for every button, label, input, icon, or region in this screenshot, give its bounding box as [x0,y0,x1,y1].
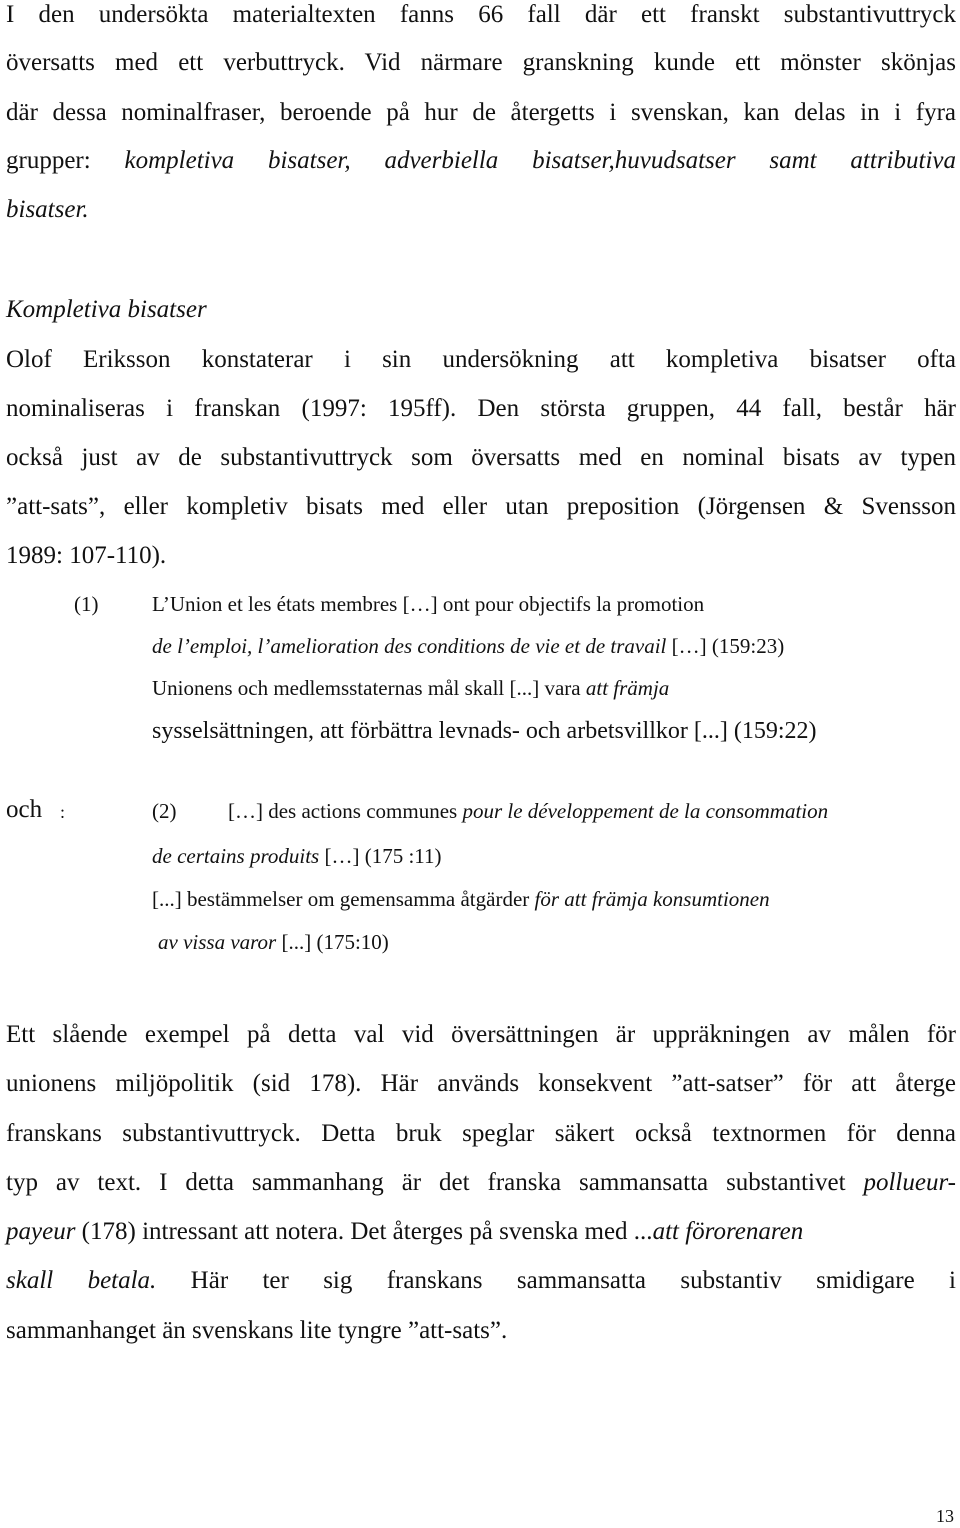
example-2-swedish-line-1-plain: [...] bestämmelser om gemensamma åtgärder [152,887,535,911]
example-1-french-line-1: L’Union et les états membres […] ont pour objectifs la promotion [152,592,705,616]
closing-line-5-plain: (178) intressant att notera. Det återges på svenska med ... [75,1218,653,1245]
example-2-swedish-line-2-ref: [...] (175:10) [276,930,389,954]
page-number: 13 [936,1506,954,1526]
intro-line-5 [6,195,89,225]
closing-line-2: unionens miljöpolitik (sid 178). Här används konsekvent ”att-satser” för att återge [6,1070,956,1097]
section-heading [6,295,207,325]
section-line-2: nominaliseras i franskan (1997: 195ff). Den största gruppen, 44 fall, består här [6,395,956,422]
example-2-french-line-1 [228,798,828,824]
example-2-french-line-2 [152,843,442,869]
closing-line-5 [6,1217,803,1247]
intro-line-4-italic: kompletiva bisatser, adverbiella bisatser,huvudsatser samt attributiva [124,147,956,174]
closing-line-3: franskans substantivuttryck. Detta bruk speglar säkert också textnormen för denna [6,1120,956,1147]
example-2-french-line-1-italic: pour le développement de la consommation [462,799,829,823]
intro-line-4-plain: grupper: [6,147,125,174]
section-line-1: Olof Eriksson konstaterar i sin undersökning att kompletiva bisatser ofta [6,346,956,373]
example-2-french-line-2-italic: de certains produits [152,844,320,868]
intro-line-1: I den undersökta materialtexten fanns 66 fall där ett franskt substantivuttryck [6,1,956,28]
closing-line-6-italic: skall betala. [6,1267,157,1294]
connector-word: och [6,796,43,823]
closing-line-5-italic-2: att förorenaren [652,1218,804,1245]
section-heading-text: Kompletiva bisatser [6,296,207,323]
example-2-french-line-1-plain: […] des actions communes [228,799,463,823]
example-2-number: (2) [152,799,177,823]
intro-line-3: där dessa nominalfraser, beroende på hur de återgetts i svenskan, kan delas in i fyra [6,99,956,126]
closing-line-6-plain: Här ter sig franskans sammansatta substantiv smidigare i [156,1267,956,1294]
closing-line-6 [6,1266,956,1296]
section-line-4: ”att-sats”, eller kompletiv bisats med eller utan preposition (Jörgensen & Svensson [6,493,956,520]
closing-line-4-italic: pollueur- [863,1169,956,1196]
example-1-french-line-2 [152,633,784,659]
example-1-french-line-2-ref: […] (159:23) [666,634,785,658]
example-2-swedish-line-1-italic: för att främja konsumtionen [534,887,770,911]
closing-line-1: Ett slående exempel på detta val vid översättningen är uppräkningen av målen för [6,1021,956,1048]
example-1-number: (1) [74,592,99,616]
closing-line-4-plain: typ av text. I detta sammanhang är det franska sammansatta substantivet [6,1169,864,1196]
closing-line-4 [6,1168,956,1198]
connector-colon: : [60,802,66,822]
example-1-swedish-line-1-italic: att främja [585,676,670,700]
intro-line-2: översatts med ett verbuttryck. Vid närmare granskning kunde ett mönster skönjas [6,49,956,76]
section-line-5: 1989: 107-110). [6,542,167,569]
example-1-swedish-line-1-plain: Unionens och medlemsstaternas mål skall [...] vara [152,676,586,700]
example-1-french-line-2-italic: de l’emploi, l’amelioration des conditions de vie et de travail [152,634,667,658]
example-2-french-line-2-ref: […] (175 :11) [319,844,442,868]
closing-line-7: sammanhanget än svenskans lite tyngre ”att-sats”. [6,1317,508,1344]
intro-line-5-italic: bisatser. [6,196,89,223]
closing-line-5-italic: payeur [6,1218,76,1245]
connector-och [6,795,42,825]
intro-line-4 [6,146,956,176]
example-1-swedish-line-1 [152,675,669,701]
example-2-swedish-line-1 [152,886,770,912]
section-line-3: också just av de substantivuttryck som översatts med en nominal bisats av typen [6,444,956,471]
example-2-swedish-line-2 [158,929,389,955]
example-1-swedish-line-2: sysselsättningen, att förbättra levnads- och arbetsvillkor [...] (159:22) [152,718,817,744]
example-2-swedish-line-2-italic: av vissa varor [158,930,277,954]
